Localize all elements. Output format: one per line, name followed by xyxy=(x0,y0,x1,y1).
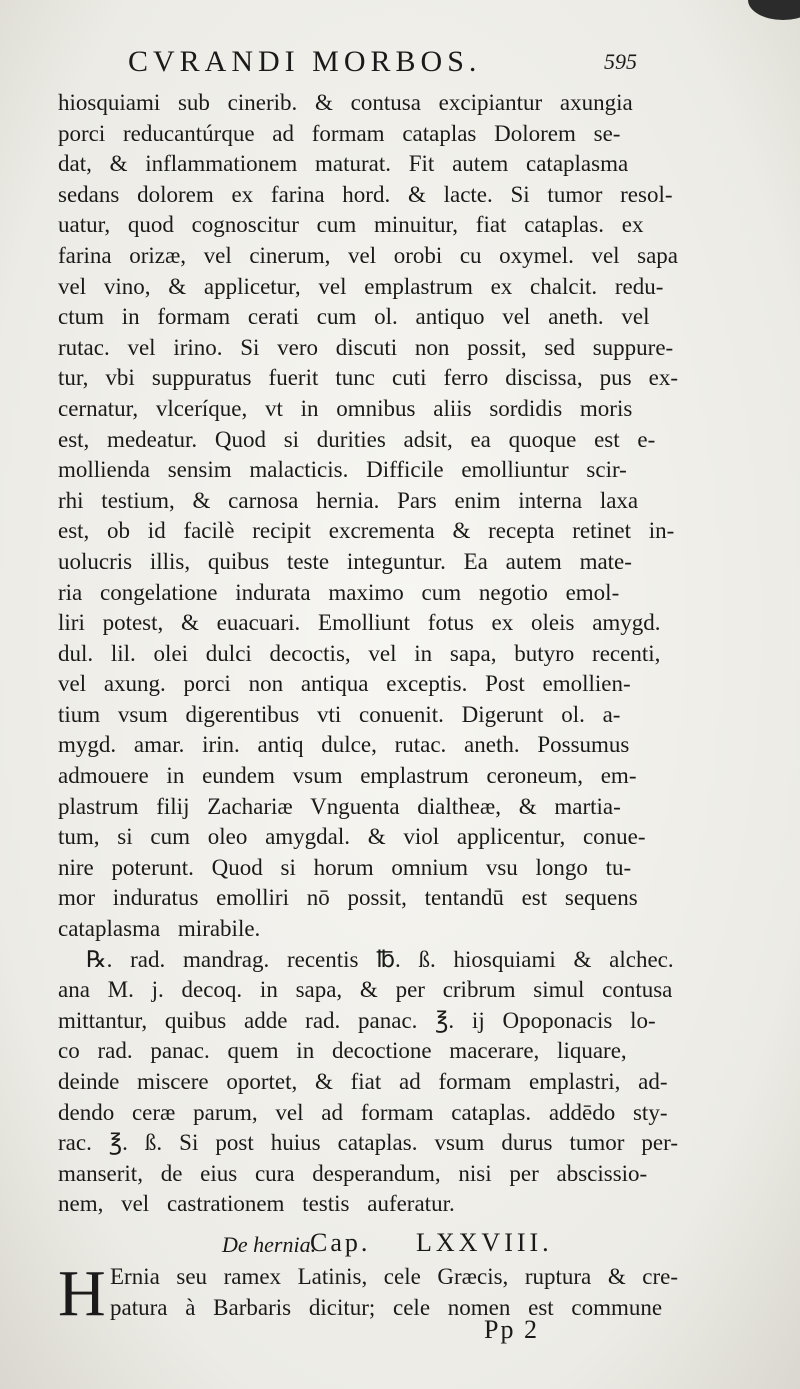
text-line: mollienda sensim malacticis. Difficile emolliuntur scir- xyxy=(58,457,627,483)
drop-cap: H xyxy=(58,1257,106,1330)
text-line: tur, vbi suppuratus fuerit tunc cuti ferro discissa, pus ex- xyxy=(58,365,678,391)
ink-blot xyxy=(748,0,800,20)
text-line: Ernia seu ramex Latinis, cele Græcis, ruptura & cre- xyxy=(110,1264,678,1289)
text-line: nire poterunt. Quod si horum omnium vsu longo tu- xyxy=(58,854,632,880)
text-line: dat, & inflammationem maturat. Fit autem cataplasma xyxy=(58,151,629,177)
text-line: plastrum filij Zachariæ Vnguenta dialtheæ, & martia- xyxy=(58,793,621,819)
recipe-line: ana M. j. decoq. in sapa, & per cribrum simul contusa xyxy=(58,977,673,1003)
text-line: patura à Barbaris dicitur; cele nomen est commune xyxy=(110,1294,663,1320)
recipe-line: deinde miscere oportet, & fiat ad formam emplastri, ad- xyxy=(58,1069,668,1094)
text-line: est, medeatur. Quod si durities adsit, ea quoque est e- xyxy=(58,426,656,452)
chapter-label: Cap. xyxy=(310,1228,371,1257)
recipe-line: manserit, de eius cura desperandum, nisi per abscissio- xyxy=(58,1160,648,1186)
recipe-line: co rad. panac. quem in decoctione macerare, liquare, xyxy=(58,1038,627,1064)
text-line: hiosquiami sub cinerib. & contusa excipiantur axungia xyxy=(58,90,633,115)
chapter-heading xyxy=(0,1228,800,1264)
text-line: vel axung. porci non antiqua exceptis. Post emollien- xyxy=(58,671,631,697)
text-line: sedans dolorem ex farina hord. & lacte. Si tumor resol- xyxy=(58,181,673,207)
chapter-side-title: De hernia. xyxy=(222,1232,317,1257)
text-line: vel vino, & applicetur, vel emplastrum ex chalcit. redu- xyxy=(58,273,664,299)
text-line: mor induratus emolliri nō possit, tentandū est sequens xyxy=(58,885,638,911)
main-text-block xyxy=(58,88,678,1220)
text-line: uolucris illis, quibus teste integuntur. Ea autem mate- xyxy=(58,548,632,574)
running-title: CVRANDI MORBOS. xyxy=(128,45,482,78)
recipe-line: mittantur, quibus adde rad. panac. ℥. ij Opoponacis lo- xyxy=(58,1007,656,1033)
text-line: dul. lil. olei dulci decoctis, vel in sapa, butyro recenti, xyxy=(58,640,661,666)
chapter-number: LXXVIII. xyxy=(416,1228,553,1257)
text-line: tium vsum digerentibus vti conuenit. Digerunt ol. a- xyxy=(58,701,621,727)
text-line: cataplasma mirabile. xyxy=(58,916,261,942)
text-line: uatur, quod cognoscitur cum minuitur, fiat cataplas. ex xyxy=(58,212,644,238)
text-line: rutac. vel irino. Si vero discuti non possit, sed suppure- xyxy=(58,334,674,360)
text-line: ria congelatione indurata maximo cum negotio emol- xyxy=(58,579,620,605)
text-line: ctum in formam cerati cum ol. antiquo vel aneth. vel xyxy=(58,304,650,330)
recipe-line: nem, vel castrationem testis auferatur. xyxy=(58,1191,455,1217)
text-line: farina orizæ, vel cinerum, vel orobi cu oxymel. vel sapa xyxy=(58,242,678,268)
text-line: liri potest, & euacuari. Emolliunt fotus ex oleis amygd. xyxy=(58,610,661,636)
text-line: est, ob id facilè recipit excrementa & recepta retinet in- xyxy=(58,518,675,544)
recipe-line: dendo ceræ parum, vel ad formam cataplas. addēdo sty- xyxy=(58,1099,668,1125)
text-line: porci reducantúrque ad formam cataplas Dolorem se- xyxy=(58,120,621,146)
page-number: 595 xyxy=(604,49,637,74)
signature-mark: Pp 2 xyxy=(484,1315,539,1344)
text-line: cernatur, vlceríque, vt in omnibus aliis sordidis moris xyxy=(58,395,633,421)
recipe-line: rac. ℥. ß. Si post huius cataplas. vsum durus tumor per- xyxy=(58,1130,678,1156)
text-line: tum, si cum oleo amygdal. & viol applicentur, conue- xyxy=(58,824,646,850)
recipe-line: ℞. rad. mandrag. recentis ℔. ß. hiosquiami & alchec. xyxy=(86,946,674,972)
opening-text xyxy=(110,1262,678,1323)
text-line: mygd. amar. irin. antiq dulce, rutac. aneth. Possumus xyxy=(58,732,630,758)
running-head xyxy=(0,45,800,85)
text-line: rhi testium, & carnosa hernia. Pars enim interna laxa xyxy=(58,487,639,513)
text-line: admouere in eundem vsum emplastrum ceroneum, em- xyxy=(58,763,637,789)
